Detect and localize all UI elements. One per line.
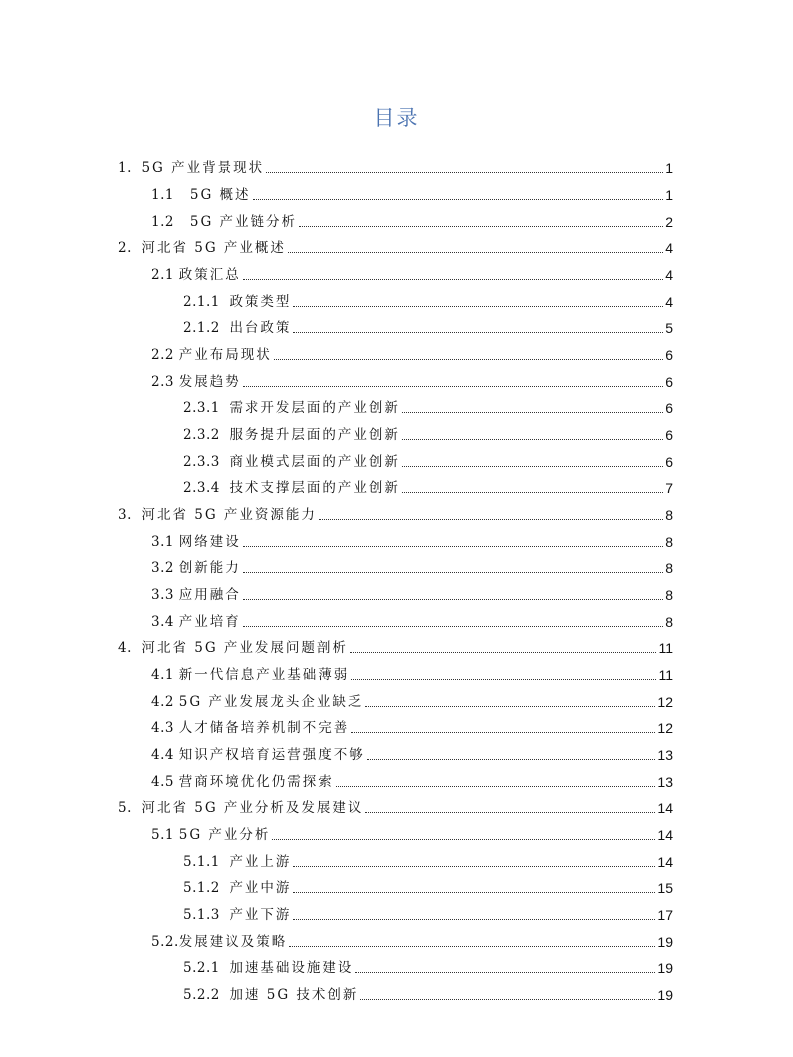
entry-page: 6: [665, 374, 673, 390]
entry-page: 19: [657, 987, 673, 1003]
toc-entry-5-1-2[interactable]: [183, 872, 673, 896]
dot-leader: [243, 546, 663, 547]
entry-number: 2.: [118, 240, 142, 256]
dot-leader: [288, 252, 663, 253]
dot-leader: [299, 226, 663, 227]
dot-leader: [243, 386, 663, 387]
entry-page: 19: [657, 960, 673, 976]
entry-number: 5.2.1: [183, 960, 230, 976]
entry-text: 需求开发层面的产业创新: [229, 400, 400, 416]
dot-leader: [293, 892, 655, 893]
dot-leader: [289, 946, 655, 947]
entry-text: 新一代信息产业基础薄弱: [178, 667, 350, 683]
toc-entry-2-1-2[interactable]: [183, 312, 673, 336]
entry-page: 12: [657, 720, 673, 736]
entry-text: 加速 5G 技术创新: [229, 987, 359, 1003]
entry-text: 河北省 5G 产业发展问题剖析: [141, 640, 348, 656]
dot-leader: [293, 332, 663, 333]
entry-number: 4.2: [151, 694, 179, 710]
entry-number: 2.1.2: [183, 320, 230, 336]
toc-entry-4-4[interactable]: [151, 739, 673, 763]
dot-leader: [402, 439, 663, 440]
dot-leader: [293, 306, 663, 307]
entry-number: 3.4: [151, 614, 179, 630]
toc-entry-1[interactable]: [118, 152, 673, 176]
toc-entry-5-2[interactable]: [151, 926, 673, 950]
entry-text: 产业培育: [178, 614, 241, 630]
entry-number: 3.2: [151, 560, 179, 576]
entry-number: 2.3.1: [183, 400, 230, 416]
dot-leader: [402, 492, 663, 493]
dot-leader: [243, 599, 663, 600]
entry-page: 17: [657, 907, 673, 923]
toc-title: 目录: [373, 106, 420, 130]
dot-leader: [243, 626, 663, 627]
entry-page: 4: [665, 294, 673, 310]
entry-page: 14: [657, 854, 673, 870]
dot-leader: [319, 519, 663, 520]
entry-page: 7: [665, 480, 673, 496]
dot-leader: [350, 652, 657, 653]
entry-number: 3.3: [151, 587, 179, 603]
entry-text: 人才储备培养机制不完善: [178, 720, 350, 736]
entry-text: 创新能力: [178, 560, 241, 576]
dot-leader: [355, 972, 655, 973]
entry-number: 2.3.2: [183, 427, 230, 443]
entry-text: 5G 产业链分析: [183, 214, 298, 230]
entry-page: 8: [665, 614, 673, 630]
entry-page: 15: [657, 880, 673, 896]
entry-text: 商业模式层面的产业创新: [229, 454, 400, 470]
dot-leader: [336, 786, 656, 787]
entry-page: 6: [665, 454, 673, 470]
toc-entry-2-3-4[interactable]: [183, 472, 673, 496]
entry-page: 5: [665, 320, 673, 336]
dot-leader: [243, 572, 663, 573]
entry-number: 5.1.3: [183, 907, 230, 923]
dot-leader: [243, 279, 663, 280]
entry-page: 6: [665, 427, 673, 443]
entry-text: 产业中游: [229, 880, 292, 896]
dot-leader: [365, 812, 655, 813]
entry-page: 6: [665, 400, 673, 416]
entry-page: 2: [665, 214, 673, 230]
entry-number: 5.1: [151, 827, 179, 843]
entry-page: 14: [657, 800, 673, 816]
entry-number: 5.2.: [151, 934, 179, 950]
toc-entry-2-3-3[interactable]: [183, 446, 673, 470]
toc-entry-1-1[interactable]: [151, 179, 673, 203]
entry-number: 2.1: [151, 267, 179, 283]
entry-page: 8: [665, 534, 673, 550]
dot-leader: [402, 466, 663, 467]
entry-text: 河北省 5G 产业分析及发展建议: [141, 800, 364, 816]
entry-number: 3.: [118, 507, 142, 523]
entry-text: 5G 概述: [183, 187, 251, 203]
entry-text: 产业布局现状: [178, 347, 272, 363]
entry-number: 4.: [118, 640, 142, 656]
entry-page: 8: [665, 587, 673, 603]
entry-number: 1.2: [151, 214, 184, 230]
dot-leader: [367, 759, 656, 760]
entry-page: 4: [665, 240, 673, 256]
entry-page: 11: [658, 667, 673, 683]
entry-page: 8: [665, 507, 673, 523]
dot-leader: [293, 919, 655, 920]
entry-text: 知识产权培育运营强度不够: [178, 747, 365, 763]
entry-text: 5G 产业发展龙头企业缺乏: [178, 694, 364, 710]
entry-number: 4.1: [151, 667, 179, 683]
entry-text: 产业下游: [229, 907, 292, 923]
entry-number: 5.: [118, 800, 142, 816]
dot-leader: [272, 839, 655, 840]
dot-leader: [266, 172, 663, 173]
entry-page: 6: [665, 347, 673, 363]
dot-leader: [351, 732, 655, 733]
entry-number: 2.1.1: [183, 294, 230, 310]
toc-entry-4-2[interactable]: [151, 686, 673, 710]
entry-page: 12: [657, 694, 673, 710]
toc-entry-2[interactable]: [118, 232, 673, 256]
toc-entry-3-4[interactable]: [151, 606, 673, 630]
entry-text: 技术支撑层面的产业创新: [229, 480, 400, 496]
entry-number: 3.1: [151, 534, 179, 550]
toc-entry-4-5[interactable]: [151, 766, 673, 790]
entry-text: 应用融合: [178, 587, 241, 603]
entry-number: 2.3.4: [183, 480, 230, 496]
entry-number: 2.3.3: [183, 454, 230, 470]
dot-leader: [293, 866, 655, 867]
entry-page: 13: [657, 747, 673, 763]
toc-entry-3-3[interactable]: [151, 579, 673, 603]
dot-leader: [351, 679, 656, 680]
entry-text: 发展建议及策略: [178, 934, 288, 950]
toc-entry-2-3[interactable]: [151, 366, 673, 390]
entry-text: 政策类型: [229, 294, 292, 310]
entry-text: 网络建设: [178, 534, 241, 550]
dot-leader: [365, 706, 655, 707]
entry-text: 营商环境优化仍需探索: [178, 774, 334, 790]
dot-leader: [360, 999, 655, 1000]
dot-leader: [274, 359, 663, 360]
entry-page: 8: [665, 560, 673, 576]
dot-leader: [402, 412, 663, 413]
entry-number: 4.4: [151, 747, 179, 763]
entry-text: 河北省 5G 产业概述: [141, 240, 286, 256]
entry-number: 2.2: [151, 347, 179, 363]
entry-text: 产业上游: [229, 854, 292, 870]
toc-entry-2-3-1[interactable]: [183, 392, 673, 416]
entry-number: 4.5: [151, 774, 179, 790]
entry-number: 1.1: [151, 187, 184, 203]
dot-leader: [253, 199, 664, 200]
entry-text: 发展趋势: [178, 374, 241, 390]
toc-entry-3[interactable]: [118, 499, 673, 523]
entry-text: 政策汇总: [178, 267, 241, 283]
toc-entry-4-1[interactable]: [151, 659, 673, 683]
entry-page: 11: [658, 640, 673, 656]
entry-text: 5G 产业分析: [178, 827, 271, 843]
toc-entry-5-1[interactable]: [151, 819, 673, 843]
toc-entry-5-2-2[interactable]: [183, 979, 673, 1003]
toc-entry-3-1[interactable]: [151, 526, 673, 550]
entry-text: 出台政策: [229, 320, 292, 336]
toc-entry-2-3-2[interactable]: [183, 419, 673, 443]
toc-entry-2-2[interactable]: [151, 339, 673, 363]
entry-page: 1: [665, 160, 673, 176]
entry-page: 14: [657, 827, 673, 843]
entry-text: 河北省 5G 产业资源能力: [141, 507, 317, 523]
entry-page: 4: [665, 267, 673, 283]
entry-text: 5G 产业背景现状: [141, 160, 265, 176]
entry-page: 13: [657, 774, 673, 790]
toc-entry-5[interactable]: [118, 792, 673, 816]
entry-text: 加速基础设施建设: [229, 960, 354, 976]
entry-text: 服务提升层面的产业创新: [229, 427, 400, 443]
toc-entry-5-2-1[interactable]: [183, 952, 673, 976]
entry-number: 5.1.1: [183, 854, 230, 870]
toc-entry-2-1[interactable]: [151, 259, 673, 283]
entry-number: 2.3: [151, 374, 179, 390]
toc-entry-2-1-1[interactable]: [183, 286, 673, 310]
entry-number: 5.1.2: [183, 880, 230, 896]
toc-entry-5-1-1[interactable]: [183, 846, 673, 870]
entry-page: 19: [657, 934, 673, 950]
toc-entry-5-1-3[interactable]: [183, 899, 673, 923]
toc-entry-4[interactable]: [118, 632, 673, 656]
entry-number: 5.2.2: [183, 987, 230, 1003]
toc-entry-3-2[interactable]: [151, 552, 673, 576]
entry-number: 4.3: [151, 720, 179, 736]
toc-entry-1-2[interactable]: [151, 206, 673, 230]
toc-entry-4-3[interactable]: [151, 712, 673, 736]
entry-number: 1.: [118, 160, 142, 176]
entry-page: 1: [665, 187, 673, 203]
